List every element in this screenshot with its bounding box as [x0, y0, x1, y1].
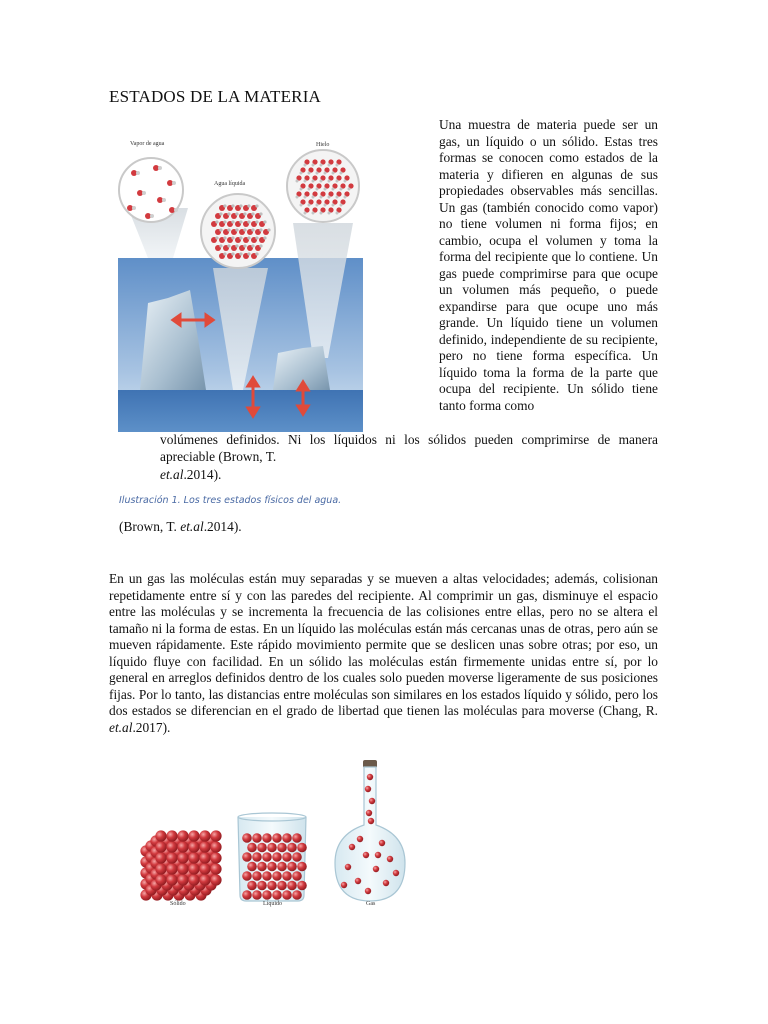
molecule	[247, 204, 250, 207]
molecule	[252, 871, 262, 881]
water-states-figure	[118, 128, 366, 432]
molecule	[227, 244, 230, 247]
molecule	[166, 863, 177, 874]
molecule	[166, 841, 177, 852]
molecule	[227, 212, 230, 215]
molecule	[177, 852, 188, 863]
molecule	[277, 862, 287, 872]
molecule	[304, 196, 307, 199]
molecule	[267, 862, 277, 872]
molecule	[308, 172, 311, 175]
molecule	[292, 852, 302, 862]
molecule	[259, 212, 262, 215]
side-paragraph: Una muestra de materia puede ser un gas, un líquido o un sólido. Estas tres formas se conocen como estados de la materia y difieren en algunas de sus propiedades observables más sencillas. Un gas (también conocido como vapor) no tiene volumen ni forma fijos; en cambio, ocupa el volumen y toma la forma del recipiente que lo contiene. Un gas puede comprimirse para que ocupe un volumen más pequeño, o puede expandirse para que ocupe uno más grande. Un líquido tiene un volumen definido, independiente de su recipiente, pero no tiene forma específica. Un líquido toma la forma de la parte que ocupa del recipiente. Un sólido tiene tanto forma como	[439, 117, 658, 413]
molecule	[223, 204, 226, 207]
molecule	[292, 833, 302, 843]
molecule	[242, 890, 252, 900]
flask	[335, 760, 405, 901]
molecule	[262, 890, 272, 900]
molecule	[344, 180, 347, 183]
molecule	[344, 196, 347, 199]
molecule	[215, 220, 218, 223]
molecule	[188, 874, 199, 885]
molecule	[177, 863, 188, 874]
molecule	[166, 830, 177, 841]
molecule	[219, 228, 222, 231]
molecule	[223, 252, 226, 255]
molecule	[155, 852, 166, 863]
label-liquido: Líquido	[263, 901, 282, 907]
molecule	[287, 843, 297, 853]
molecule	[373, 866, 379, 872]
molecule	[219, 212, 222, 215]
molecule	[231, 252, 234, 255]
ice-circle	[287, 150, 359, 222]
molecule	[282, 833, 292, 843]
molecule	[223, 236, 226, 239]
molecule	[312, 212, 315, 215]
molecule	[324, 172, 327, 175]
label-solido: Sólido	[170, 901, 186, 907]
molecule	[272, 852, 282, 862]
molecule	[263, 236, 266, 239]
molecule	[262, 852, 272, 862]
molecule	[239, 252, 242, 255]
molecule	[239, 204, 242, 207]
molecule	[345, 864, 351, 870]
molecule	[369, 798, 375, 804]
molecule	[267, 228, 270, 231]
molecule	[267, 881, 277, 891]
molecule	[231, 220, 234, 223]
molecule	[242, 833, 252, 843]
molecule	[199, 874, 210, 885]
molecule	[340, 204, 343, 207]
molecule	[188, 852, 199, 863]
molecule	[239, 236, 242, 239]
solid-molecules	[140, 830, 221, 900]
molecule	[155, 863, 166, 874]
molecule	[287, 862, 297, 872]
molecule	[247, 220, 250, 223]
molecule	[316, 204, 319, 207]
molecule	[297, 862, 307, 872]
molecule	[227, 228, 230, 231]
molecule	[177, 841, 188, 852]
molecule	[223, 220, 226, 223]
molecule	[262, 871, 272, 881]
molecule	[251, 228, 254, 231]
molecule	[252, 890, 262, 900]
molecule	[243, 244, 246, 247]
molecule	[259, 244, 262, 247]
vapor-circle	[119, 158, 183, 222]
molecule	[242, 871, 252, 881]
molecule	[262, 833, 272, 843]
molecule	[210, 863, 221, 874]
molecule	[316, 172, 319, 175]
label-vapor: Vapor de agua	[130, 141, 165, 147]
molecule	[332, 188, 335, 191]
molecule	[277, 881, 287, 891]
molecule	[235, 244, 238, 247]
molecule	[375, 852, 381, 858]
molecule	[312, 180, 315, 183]
molecule	[348, 188, 351, 191]
molecule	[366, 810, 372, 816]
molecule	[210, 852, 221, 863]
molecule	[296, 180, 299, 183]
molecule	[252, 833, 262, 843]
molecule	[368, 818, 374, 824]
states-of-matter-figure	[120, 755, 420, 915]
molecule	[263, 220, 266, 223]
molecule	[297, 881, 307, 891]
molecule	[199, 830, 210, 841]
molecule	[297, 843, 307, 853]
molecule	[247, 236, 250, 239]
molecule	[292, 871, 302, 881]
molecule	[328, 196, 331, 199]
molecule	[332, 172, 335, 175]
molecule	[341, 882, 347, 888]
molecule	[251, 244, 254, 247]
molecule	[282, 890, 292, 900]
molecule	[231, 204, 234, 207]
molecule	[355, 878, 361, 884]
molecule	[247, 843, 257, 853]
molecule	[272, 833, 282, 843]
molecule	[155, 874, 166, 885]
molecule	[363, 852, 369, 858]
molecule	[365, 888, 371, 894]
molecule	[257, 881, 267, 891]
molecule	[383, 880, 389, 886]
molecule	[332, 204, 335, 207]
molecule	[199, 863, 210, 874]
molecule	[243, 228, 246, 231]
molecule	[304, 212, 307, 215]
molecule	[328, 212, 331, 215]
molecule	[267, 843, 277, 853]
molecule	[324, 204, 327, 207]
molecule	[177, 830, 188, 841]
molecule	[387, 856, 393, 862]
molecule	[320, 180, 323, 183]
molecule	[367, 774, 373, 780]
molecule	[177, 874, 188, 885]
molecule	[312, 196, 315, 199]
molecule	[259, 228, 262, 231]
molecule	[199, 841, 210, 852]
figure-caption: Ilustración 1. Los tres estados físicos del agua.	[119, 495, 342, 506]
molecule	[255, 204, 258, 207]
molecule	[215, 236, 218, 239]
molecule	[247, 862, 257, 872]
molecule	[257, 843, 267, 853]
beaker	[238, 813, 307, 901]
molecule	[235, 212, 238, 215]
molecule	[188, 830, 199, 841]
molecule	[155, 841, 166, 852]
body-paragraph: En un gas las moléculas están muy separadas y se mueven a altas velocidades; además, colisionan repetidamente entre sí y con las paredes del recipiente. Al comprimir un gas, disminuye el espacio entre las moléculas y se incrementa la frecuencia de las colisiones entre ellas, pero no se altera el tamaño ni la forma de estas. En un líquido las moléculas están más cercanas unas de otras, pero aún se mueven rápidamente. Este rápido movimiento permite que se deslicen unas sobre otras; por eso, un líquido fluye con facilidad. En un sólido las moléculas están firmemente unidas entre sí, por lo general en arreglos definidos dentro de los cuales solo pueden moverse ligeramente de sus posiciones fijas. Por lo tanto, las distancias entre moléculas son similares en los estados líquido y sólido, pero los dos estados se diferencian en el grado de libertad que tienen las moléculas para moverse (Chang, R. et.al.2017).	[109, 571, 658, 735]
molecule	[304, 164, 307, 167]
sea	[118, 390, 363, 432]
molecule	[320, 196, 323, 199]
molecule	[239, 220, 242, 223]
molecule	[336, 164, 339, 167]
molecule	[320, 212, 323, 215]
molecule	[257, 862, 267, 872]
molecule	[316, 188, 319, 191]
molecule	[349, 844, 355, 850]
molecule	[210, 841, 221, 852]
molecule	[328, 180, 331, 183]
molecule	[296, 196, 299, 199]
continuation-paragraph: volúmenes definidos. Ni los líquidos ni los sólidos pueden comprimirse de manera apreciable (Brown, T.	[160, 432, 658, 464]
molecule	[188, 841, 199, 852]
molecule	[272, 890, 282, 900]
molecule	[199, 852, 210, 863]
molecule	[243, 212, 246, 215]
molecule	[365, 786, 371, 792]
molecule	[242, 852, 252, 862]
label-gas: Gas	[366, 901, 376, 907]
molecule	[300, 188, 303, 191]
molecule	[166, 852, 177, 863]
molecule	[357, 836, 363, 842]
molecule	[336, 212, 339, 215]
molecule	[320, 164, 323, 167]
molecule	[247, 252, 250, 255]
molecule	[219, 244, 222, 247]
molecule	[308, 188, 311, 191]
molecule	[393, 870, 399, 876]
molecule	[255, 236, 258, 239]
molecule	[340, 188, 343, 191]
molecule	[379, 840, 385, 846]
page-title: ESTADOS DE LA MATERIA	[109, 87, 322, 106]
molecule	[300, 204, 303, 207]
molecule	[336, 196, 339, 199]
molecule	[247, 881, 257, 891]
label-liquida: Agua líquida	[214, 181, 246, 187]
molecule	[324, 188, 327, 191]
molecule	[287, 881, 297, 891]
molecule	[282, 871, 292, 881]
molecule	[155, 830, 166, 841]
liquid-circle	[201, 194, 275, 268]
molecule	[312, 164, 315, 167]
molecule	[255, 220, 258, 223]
molecule	[210, 830, 221, 841]
molecule	[282, 852, 292, 862]
molecule	[308, 204, 311, 207]
molecule	[188, 863, 199, 874]
citation: (Brown, T. et.al.2014).	[119, 519, 242, 534]
molecule	[304, 180, 307, 183]
molecule	[231, 236, 234, 239]
molecule	[328, 164, 331, 167]
molecule	[255, 252, 258, 255]
molecule	[277, 843, 287, 853]
molecule	[166, 874, 177, 885]
continuation-reference: et.al.2014).	[160, 467, 222, 482]
molecule	[292, 890, 302, 900]
label-hielo: Hielo	[316, 142, 330, 148]
molecule	[251, 212, 254, 215]
molecule	[300, 172, 303, 175]
molecule	[252, 852, 262, 862]
molecule	[272, 871, 282, 881]
molecule	[235, 228, 238, 231]
molecule	[336, 180, 339, 183]
molecule	[340, 172, 343, 175]
molecule	[210, 874, 221, 885]
